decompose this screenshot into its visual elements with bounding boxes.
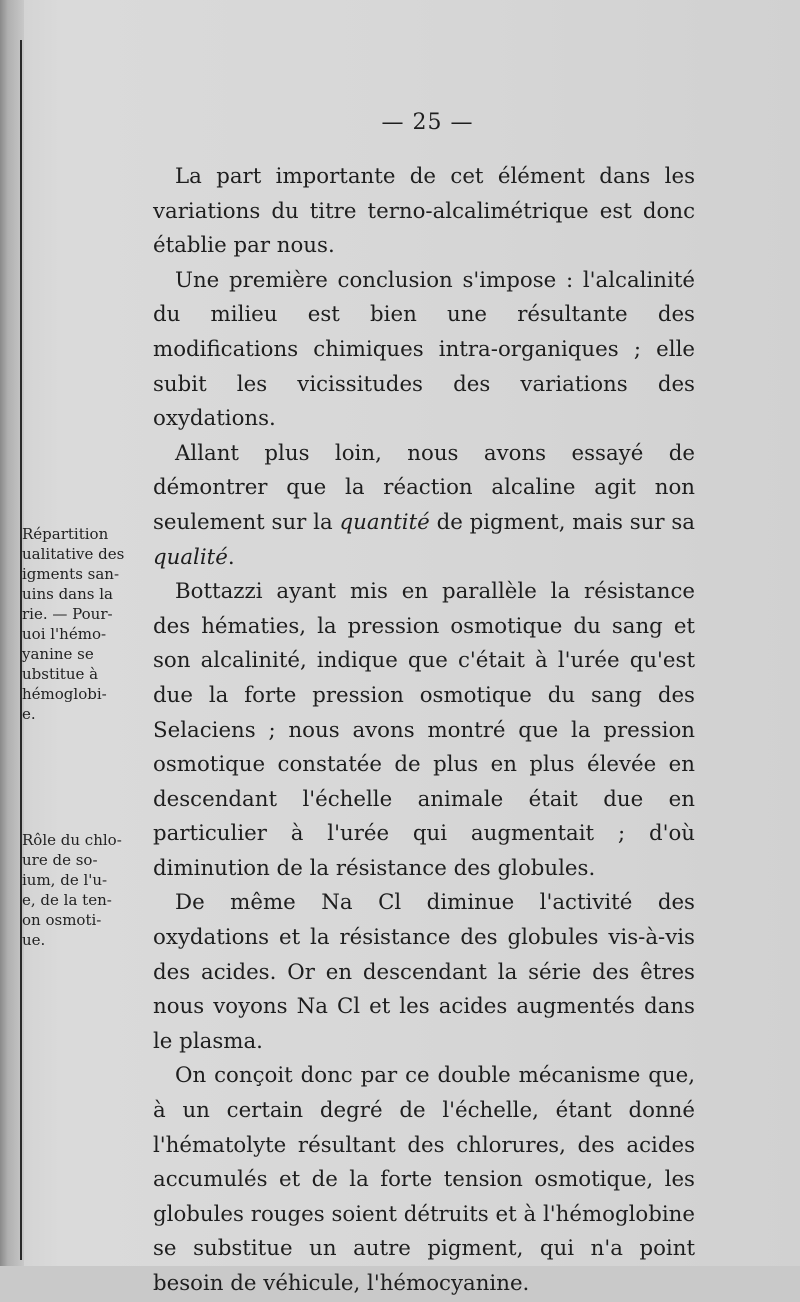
emphasis-quantite: quantité	[339, 509, 430, 535]
paragraph: De même Na Cl diminue l'activité des oxydations et la résistance des globules vis-à-vis des acides. Or en descendant la série des êtres nous voyons Na Cl et les acides augmentés dans le plasma.	[153, 890, 695, 1054]
paragraph: Bottazzi ayant mis en parallèle la résistance des hématies, la pression osmotique du sang et son alcalinité, indique que c'était à l'urée qu'est due la forte pression osmotique du sang des Selaciens ; nous avons montré que la pression osmotique constatée de plus en plus élevée en descendant l'échelle animale était due en particulier à l'urée qui augmentait ; d'où diminution de la résistance des globules.	[153, 579, 695, 881]
body-text	[153, 160, 695, 1302]
paragraph-text: Allant plus loin, nous avons essayé de démontrer que la réaction alcaline agit non seulement sur la	[153, 440, 695, 535]
paragraph: On conçoit donc par ce double mécanisme que, à un certain degré de l'échelle, étant donné l'hématolyte résultant des chlorures, des acides accumulés et de la forte tension osmotique, les globules rouges soient détruits et à l'hémoglobine se substitue un autre pigment, qui n'a point besoin de véhicule, l'hémocyanine.	[153, 1063, 695, 1296]
paragraph-text: de pigment, mais sur sa	[429, 509, 695, 535]
paragraph	[153, 437, 695, 575]
page-number: — 25 —	[381, 110, 474, 135]
emphasis-qualite: qualité	[153, 544, 228, 570]
margin-note-pigments: Répartition ualitative des igments san- uins dans la rie. — Pour- uoi l'hémo- yanine se ubstitue à hémoglobi- e.	[22, 525, 125, 723]
paragraph: Une première conclusion s'impose : l'alcalinité du milieu est bien une résultante des modifications chimiques intra-organiques ; elle subit les vicissitudes des variations des oxydations.	[153, 267, 695, 432]
paragraph-text: .	[227, 544, 235, 570]
margin-note-chlorure: Rôle du chlo- ure de so- ium, de l'u- e, de la ten- on osmoti- ue.	[22, 831, 122, 949]
paragraph: La part importante de cet élément dans les variations du titre terno-alcalimétrique est donc établie par nous.	[153, 164, 695, 259]
